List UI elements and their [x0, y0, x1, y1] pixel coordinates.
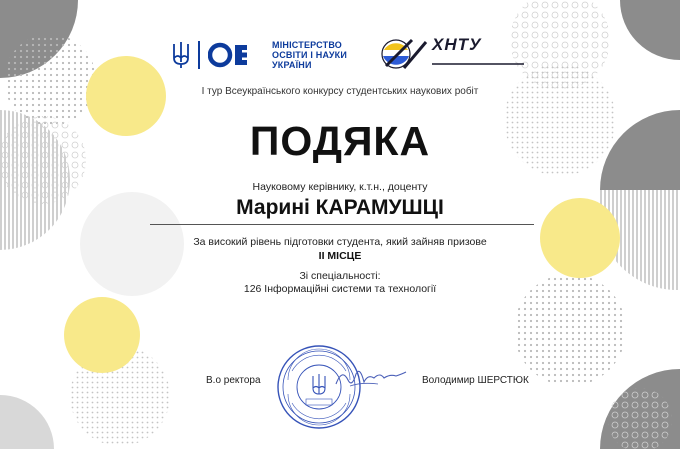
ministry-line-3: УКРАЇНИ — [272, 60, 312, 70]
ministry-logo — [170, 38, 370, 72]
signature-mark — [332, 364, 408, 392]
specialty-label: Зі спеціальності: — [299, 270, 381, 282]
certificate-title: ПОДЯКА — [249, 118, 431, 164]
decor-yellow-circle-2 — [64, 297, 140, 373]
signatory-role: В.о ректора — [206, 375, 261, 386]
university-abbr: ХНТУ — [432, 35, 482, 54]
specialty-value: 126 Інформаційні системи та технології — [243, 283, 437, 295]
award-reason: За високий рівень підготовки студента, який зайняв призове — [193, 236, 487, 248]
ministry-name — [272, 40, 347, 70]
signatory-name: Володимир ШЕРСТЮК — [422, 375, 529, 386]
trident-icon — [170, 40, 192, 70]
recipient-name: Марині КАРАМУШЦІ — [236, 196, 444, 219]
ministry-mon-icon — [208, 42, 266, 68]
award-place: ІІ МІСЦЕ — [318, 250, 362, 262]
name-underline — [150, 224, 534, 225]
contest-subtitle: І тур Всеукраїнського конкурсу студентських наукових робіт — [201, 86, 479, 97]
logo-divider — [198, 41, 200, 69]
recipient-role: Науковому керівнику, к.т.н., доценту — [252, 181, 428, 193]
ministry-line-1: МІНІСТЕРСТВО — [272, 40, 343, 50]
ministry-line-2: ОСВІТИ І НАУКИ — [272, 50, 347, 60]
